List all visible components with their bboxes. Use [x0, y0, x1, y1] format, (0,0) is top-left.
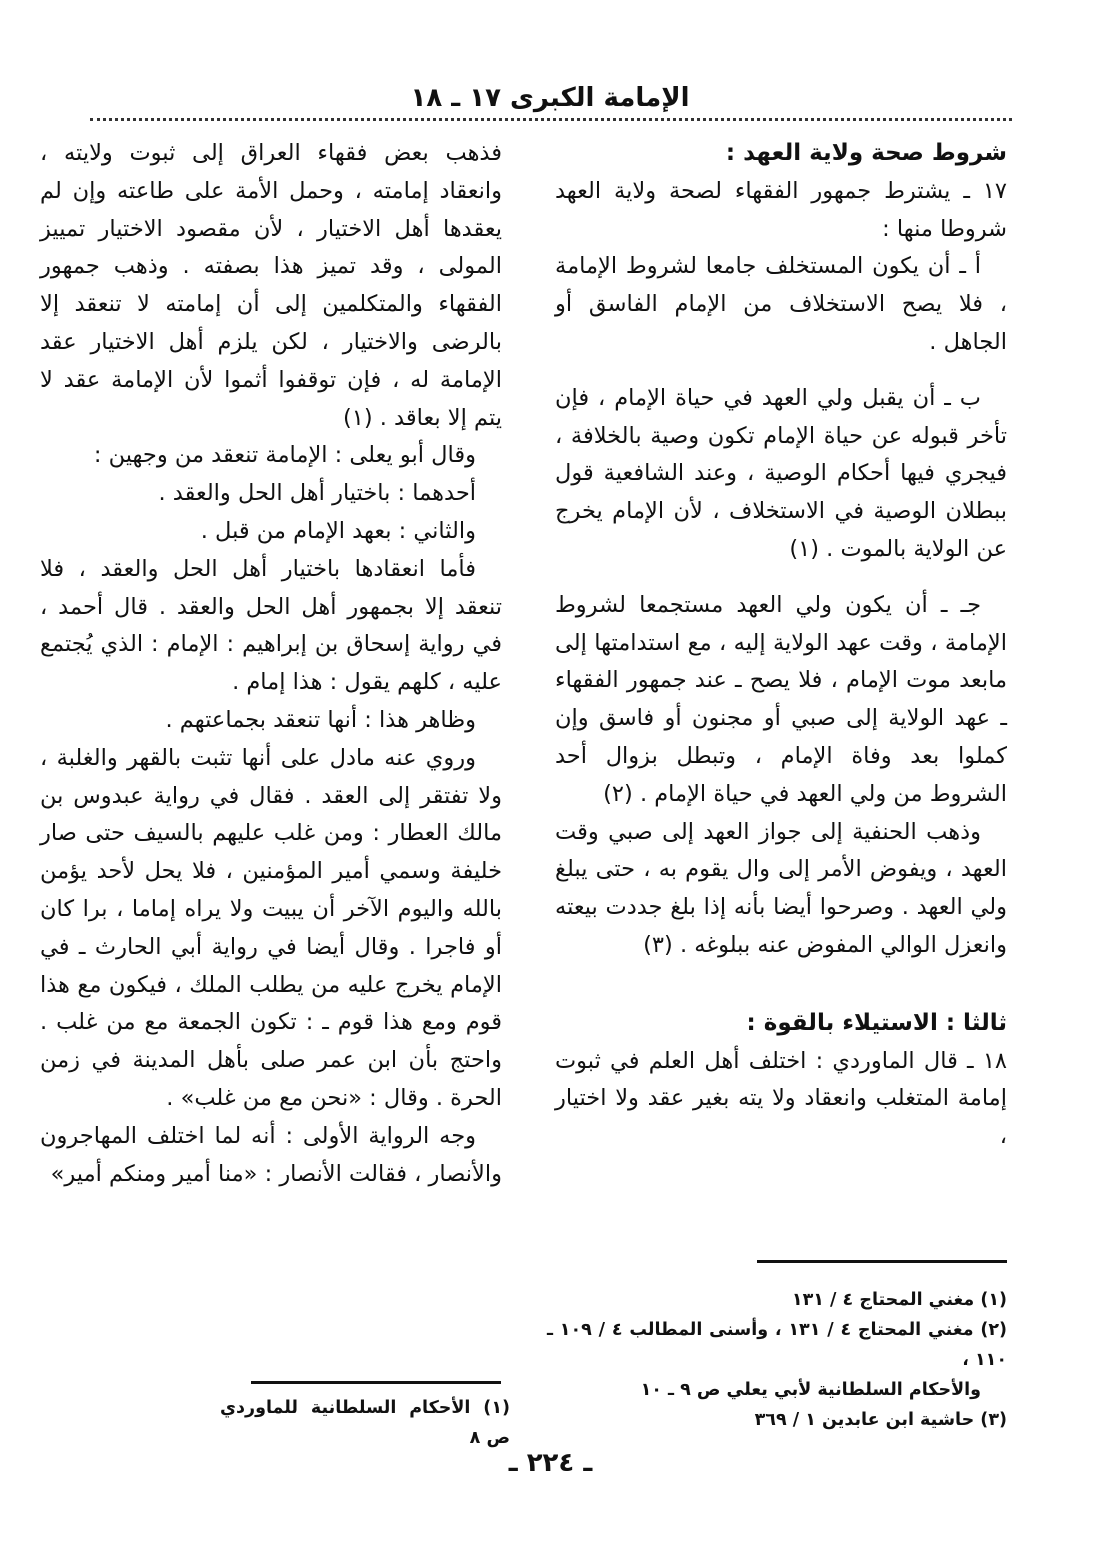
spacer [555, 965, 1007, 1005]
right-column [555, 135, 1007, 1156]
page-number: ـ ٢٢٤ ـ [508, 1448, 593, 1478]
footnote-right-2-continued: والأحكام السلطانية لأبي يعلي ص ٩ ـ ١٠ [640, 1380, 981, 1400]
footnotes-left [220, 1393, 510, 1453]
footnote-rule-left [251, 1381, 501, 1384]
spacer [555, 569, 1007, 587]
footnote-right-3: (٣) حاشية ابن عابدين ١ / ٣٦٩ [754, 1410, 1007, 1430]
footnotes-right [547, 1285, 1007, 1435]
spacer [555, 362, 1007, 380]
left-paragraph-3: أحدهما : باختيار أهل الحل والعقد . [158, 480, 476, 507]
left-paragraph-2: وقال أبو يعلى : الإمامة تنعقد من وجهين : [93, 442, 476, 469]
condition-a: أ ـ أن يكون المستخلف جامعا لشروط الإمامة ، فلا يصح الاستخلاف من الإمام الفاسق أو الجاهل . [555, 253, 1007, 355]
section-heading-seizure-by-force: ثالثا : الاستيلاء بالقوة : [746, 1009, 1007, 1036]
footnote-right-1: (١) مغني المحتاج ٤ / ١٣١ [791, 1290, 1007, 1310]
paragraph-17: ١٧ ـ يشترط جمهور الفقهاء لصحة ولاية العهد شروطا منها : [555, 177, 1007, 242]
hanafi-paragraph: وذهب الحنفية إلى جواز العهد إلى صبي وقت العهد ، ويفوض الأمر إلى وال يقوم به ، حتى يبلغ ولي العهد . وصرحوا أيضا بأنه إذا بلغ جددت بيعته وانعزل الوالي المفوض عنه ببلوغه . (٣) [555, 818, 1007, 958]
header-dotted-rule [90, 118, 1012, 121]
running-header: الإمامة الكبرى ١٧ ـ ١٨ [410, 83, 690, 113]
left-paragraph-6: وظاهر هذا : أنها تنعقد بجماعتهم . [165, 706, 476, 733]
left-paragraph-4: والثاني : بعهد الإمام من قبل . [200, 517, 476, 544]
left-paragraph-1: فذهب بعض فقهاء العراق إلى ثبوت ولايته ، وانعقاد إمامته ، وحمل الأمة على طاعته وإن لم يعقدها أهل الاختيار ، لأن مقصود الاختيار تمييز المولى ، وقد تميز هذا بصفته . وذهب جمهور الفقهاء والمتكلمين إلى أن إمامته لا تنعقد إلا بالرضى والاختيار ، لكن يلزم أهل الاختيار عقد الإمامة له ، فإن توقفوا أثموا لأن الإمامة عقد لا يتم إلا بعاقد . (١) [40, 140, 502, 431]
section-heading-succession-conditions: شروط صحة ولاية العهد : [725, 140, 1007, 166]
left-paragraph-5: فأما انعقادها باختيار أهل الحل والعقد ، فلا تنعقد إلا بجمهور أهل الحل والعقد . قال أحمد ، في رواية إسحاق بن إبراهيم : الإمام : الذي يُجتمع عليه ، كلهم يقول : هذا إمام . [40, 555, 502, 696]
left-paragraph-7: وروي عنه مادل على أنها تثبت بالقهر والغلبة ، ولا تفتقر إلى العقد . فقال في رواية عبدوس بن مالك العطار : ومن غلب عليهم بالسيف حتى صار خليفة وسمي أمير المؤمنين ، فلا يحل لأحد يؤمن بالله واليوم الآخر أن يبيت ولا يراه إماما ، برا كان أو فاجرا . وقال أيضا في رواية أبي الحارث ـ في الإمام يخرج عليه من يطلب الملك ، فيكون مع هذا قوم ومع هذا قوم ـ : تكون الجمعة مع من غلب . واحتج بأن ابن عمر صلى بأهل المدينة في زمن الحرة . وقال : «نحن مع من غلب» . [40, 744, 502, 1111]
condition-b: ب ـ أن يقبل ولي العهد في حياة الإمام ، فإن تأخر قبوله عن حياة الإمام تكون وصية بالخلافة ، فيجري فيها أحكام الوصية ، وعند الشافعية قول ببطلان الوصية في الاستخلاف ، لأن الإمام يخرج عن الولاية بالموت . (١) [555, 384, 1007, 562]
left-column [40, 135, 502, 1193]
left-paragraph-8: وجه الرواية الأولى : أنه لما اختلف المهاجرون والأنصار ، فقالت الأنصار : «منا أمير ومنكم أمير» [40, 1122, 502, 1187]
footnote-rule-right [757, 1260, 1007, 1263]
footnote-left-1: (١) الأحكام السلطانية للماوردي ص ٨ [220, 1398, 510, 1448]
footnote-right-2: (٢) مغني المحتاج ٤ / ١٣١ ، وأسنى المطالب ٤ / ١٠٩ ـ ١١٠ ، [547, 1320, 1008, 1370]
condition-c: جـ ـ أن يكون ولي العهد مستجمعا لشروط الإمامة ، وقت عهد الولاية إليه ، مع استدامتها إلى مابعد موت الإمام ، فلا يصح ـ عند جمهور الفقهاء ـ عهد الولاية إلى صبي أو مجنون أو فاسق وإن كملوا بعد وفاة الإمام ، وتبطل بزوال أحد الشروط من ولي العهد في حياة الإمام . (٢) [555, 591, 1007, 807]
paragraph-18: ١٨ ـ قال الماوردي : اختلف أهل العلم في ثبوت إمامة المتغلب وانعقاد ولا يته بغير عقد ولا اختيار ، [555, 1047, 1007, 1150]
